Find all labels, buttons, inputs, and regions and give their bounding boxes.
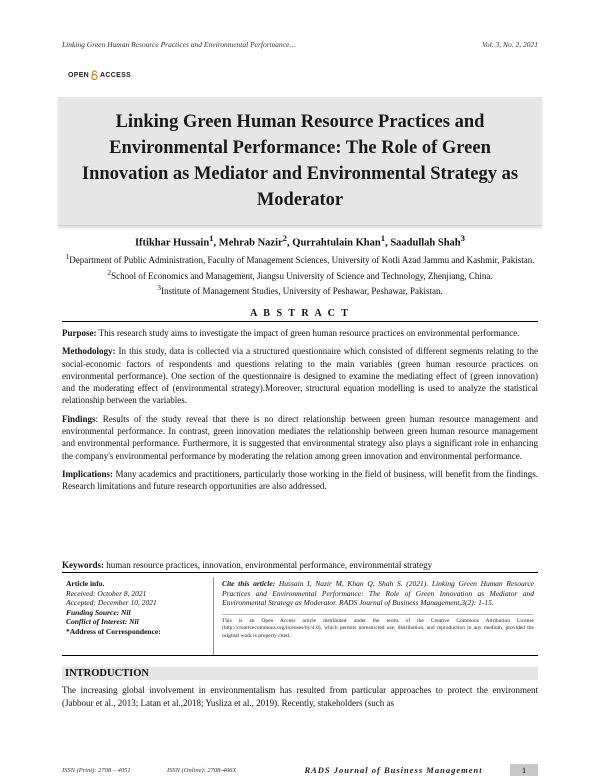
issn-print: ISSN (Print): 2708 – 4051 [62,766,131,774]
author-name: Saadullah Shah [390,237,461,249]
logo-text-access: ACCESS [100,71,132,79]
abstract-methodology: Methodology: In this study, data is collected via a structured questionnaire which consisted of different segments relating to the social-economic factors of respondents and questions relating to the main variables (green human resource practices on environmental performance). One section of the questionnaire is designed to examine the mediating effect of (green innovation) and the moderating effect of (environmental strategy).Moreover, structural equation modelling is used to analyze the statistical relationship between the variables. [62,346,538,406]
conflict-of-interest: Conflict of Interest: Nil [66,617,139,627]
introduction-text: The increasing global involvement in environmentalism has resulted from particular approaches to protect the environment (Jabbour et al., 2013; Latan et al.,2018; Yusliza et al., 2019). Recently, stakeholders (such as [62,685,538,708]
abstract-findings: Findings: Results of the study reveal that there is no direct relationship between green human resource management and environmental performance. In contrast, green innovation mediates the relationship between green human resource management and environmental performance. Furthermore, it is suggested that environmental strategy also plays a significant role in enhancing the company's environmental performance by moderating the relation among green innovation and environmental performance. [62,413,538,461]
running-header [62,40,538,49]
license-notice: This is an Open Access article distributed under the terms of the Creative Commons Attribution License (http://creativecommons.org/licenses/by/4.0), which permits unrestricted use, distribution, and reproduction in any medium, provided the original work is properly cited. [222,614,534,640]
keywords [62,560,538,573]
article-info-heading: Article info. [66,579,105,588]
keywords-label: Keywords: [62,560,104,570]
received-date: Received: October 8, 2021 [66,588,147,598]
author-name: Mehrab Nazir [218,237,283,249]
author-name: Iftikhar Hussain [134,237,210,249]
paper-title: Linking Green Human Resource Practices and Environmental Performance: The Role of Green Innovation as Mediator and Environmental Strategy as Moderator [81,112,519,210]
accepted-date: Accepted: December 10, 2021 [66,598,157,608]
issn-online: ISSN (Online): 2708-406X [167,766,237,774]
article-info [62,577,214,655]
citation-block [214,577,538,655]
affiliation-item: $^3$Institute of Management Studies, University of Peshawar, Peshawar, Pakistan. [157,283,443,296]
article-info-box [62,577,538,656]
open-lock-icon [90,70,99,80]
affiliation-item: $^2$School of Economics and Management, Jiangsu University of Science and Technology, Zhenjiang, China. [107,267,493,281]
funding-source: Funding Source: Nil [66,607,131,617]
keywords-text: human resource practices, innovation, environmental performance, environmental strategy [104,560,433,570]
introduction-heading: INTRODUCTION [62,667,538,680]
author-list: Iftikhar Hussain$^1$, Mehrab Nazir$^2$, Qurrahtulain Khan$^1$, Saadullah Shah$^3$ [134,233,466,249]
affiliations [62,251,538,298]
correspondence: *Address of Correspondence: [66,626,161,636]
running-title: Linking Green Human Resource Practices and Environmental Performance… [62,40,296,49]
page-footer [62,764,538,776]
journal-name: RADS Journal of Business Management [304,765,483,775]
affiliation-item: $^1$Department of Public Administration, Faculty of Management Sciences, University of Kotli Azad Jammu and Kashmir, Pakistan. [65,252,535,265]
citation: Cite this article: Hussain I, Nazir M, Khan Q, Shah S. (2021). Linking Green Human Resource Practices and Environmental Performance: The Role of Green Innovation as Mediator and Environmental Strategy as Moderator. RADS Journal of Business Management,3(2): 1-15. [222,579,534,608]
logo-text-open: OPEN [68,71,90,79]
abstract-purpose: Purpose: This research study aims to investigate the impact of green human resource practices on environmental performance. [62,328,520,338]
author-name: Qurrahtulain Khan [292,237,381,249]
title-box [58,97,542,226]
open-access-logo [68,70,131,80]
volume-issue: Vol. 3, No. 2, 2021 [482,40,538,49]
abstract-heading: A B S T R A C T [62,308,538,322]
page-number: 1 [510,764,538,776]
abstract-implications: Implications: Many academics and practitioners, particularly those working in the field of business, will benefit from the findings. Research limitations and future research opportunities are also addressed. [62,468,538,492]
abstract-body [62,327,538,499]
